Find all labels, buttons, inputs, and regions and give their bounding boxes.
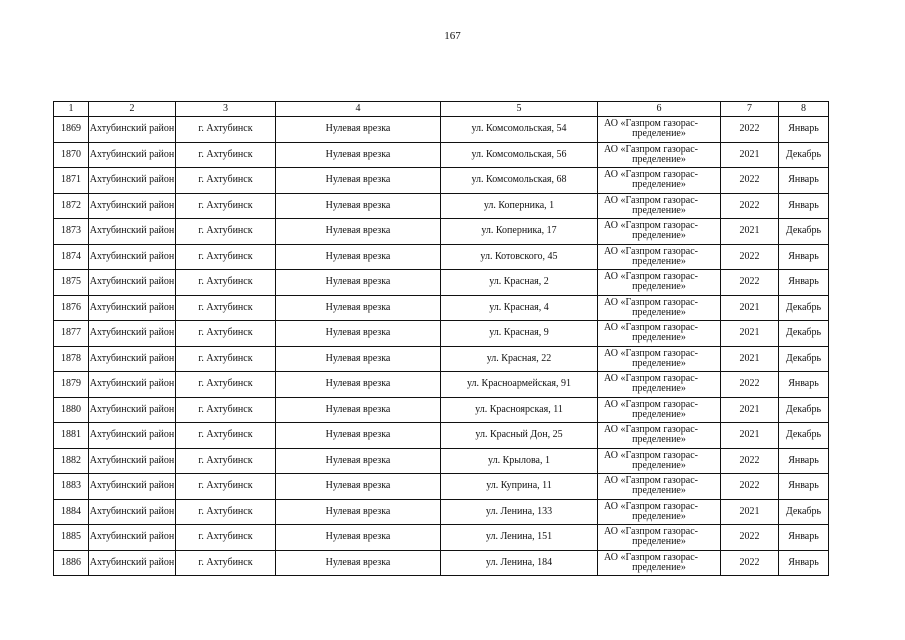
organization-line-1: АО «Газпром газорас- xyxy=(604,347,698,359)
organization-line-1: АО «Газпром газорас- xyxy=(604,245,698,257)
organization-line-1: АО «Газпром газорас- xyxy=(604,322,698,334)
organization-line-2: пределение» xyxy=(632,459,686,471)
organization-line-1: АО «Газпром газорас- xyxy=(604,296,698,308)
cell-organization xyxy=(598,117,721,143)
cell-number: 1886 xyxy=(54,550,89,576)
organization-line-1: АО «Газпром газорас- xyxy=(604,500,698,512)
cell-number: 1869 xyxy=(54,117,89,143)
cell-month: Январь xyxy=(779,372,829,398)
organization-line-1: АО «Газпром газорас- xyxy=(604,194,698,206)
cell-year: 2022 xyxy=(721,193,779,219)
cell-district: Ахтубинский район xyxy=(89,397,176,423)
organization-line-2: пределение» xyxy=(632,179,686,191)
organization-line-2: пределение» xyxy=(632,332,686,344)
organization-text xyxy=(598,553,720,573)
cell-organization xyxy=(598,550,721,576)
cell-city: г. Ахтубинск xyxy=(176,193,276,219)
cell-address: ул. Крылова, 1 xyxy=(441,448,598,474)
table-row xyxy=(54,499,829,525)
cell-year: 2021 xyxy=(721,142,779,168)
cell-number: 1885 xyxy=(54,525,89,551)
cell-city: г. Ахтубинск xyxy=(176,550,276,576)
cell-address: ул. Красная, 4 xyxy=(441,295,598,321)
cell-number: 1870 xyxy=(54,142,89,168)
cell-work-type: Нулевая врезка xyxy=(276,346,441,372)
cell-year: 2022 xyxy=(721,448,779,474)
organization-line-1: АО «Газпром газорас- xyxy=(604,551,698,563)
organization-text xyxy=(598,145,720,165)
cell-city: г. Ахтубинск xyxy=(176,295,276,321)
organization-line-2: пределение» xyxy=(632,561,686,573)
cell-year: 2022 xyxy=(721,117,779,143)
cell-city: г. Ахтубинск xyxy=(176,142,276,168)
cell-organization xyxy=(598,270,721,296)
cell-month: Январь xyxy=(779,525,829,551)
cell-district: Ахтубинский район xyxy=(89,499,176,525)
table-row xyxy=(54,346,829,372)
cell-work-type: Нулевая врезка xyxy=(276,244,441,270)
header-col-3: 3 xyxy=(176,102,276,117)
cell-address: ул. Комсомольская, 56 xyxy=(441,142,598,168)
cell-month: Январь xyxy=(779,448,829,474)
cell-year: 2021 xyxy=(721,295,779,321)
cell-year: 2021 xyxy=(721,346,779,372)
cell-number: 1874 xyxy=(54,244,89,270)
organization-text xyxy=(598,400,720,420)
cell-organization xyxy=(598,244,721,270)
table-row xyxy=(54,219,829,245)
header-col-6: 6 xyxy=(598,102,721,117)
cell-address: ул. Котовского, 45 xyxy=(441,244,598,270)
cell-city: г. Ахтубинск xyxy=(176,244,276,270)
cell-year: 2021 xyxy=(721,423,779,449)
cell-city: г. Ахтубинск xyxy=(176,117,276,143)
cell-address: ул. Красноярская, 11 xyxy=(441,397,598,423)
organization-text xyxy=(598,425,720,445)
cell-month: Январь xyxy=(779,117,829,143)
cell-year: 2022 xyxy=(721,525,779,551)
cell-year: 2022 xyxy=(721,372,779,398)
header-col-4: 4 xyxy=(276,102,441,117)
cell-number: 1871 xyxy=(54,168,89,194)
cell-city: г. Ахтубинск xyxy=(176,448,276,474)
cell-city: г. Ахтубинск xyxy=(176,219,276,245)
organization-text xyxy=(598,476,720,496)
cell-address: ул. Коперника, 17 xyxy=(441,219,598,245)
cell-year: 2022 xyxy=(721,244,779,270)
cell-number: 1876 xyxy=(54,295,89,321)
organization-line-1: АО «Газпром газорас- xyxy=(604,526,698,538)
cell-year: 2021 xyxy=(721,397,779,423)
table-body xyxy=(54,117,829,576)
table-row xyxy=(54,142,829,168)
organization-text xyxy=(598,170,720,190)
table-row xyxy=(54,244,829,270)
cell-district: Ахтубинский район xyxy=(89,244,176,270)
cell-district: Ахтубинский район xyxy=(89,321,176,347)
organization-line-1: АО «Газпром газорас- xyxy=(604,271,698,283)
table-row xyxy=(54,372,829,398)
cell-work-type: Нулевая врезка xyxy=(276,142,441,168)
cell-work-type: Нулевая врезка xyxy=(276,321,441,347)
organization-line-2: пределение» xyxy=(632,536,686,548)
table-row xyxy=(54,397,829,423)
cell-district: Ахтубинский район xyxy=(89,270,176,296)
cell-month: Январь xyxy=(779,168,829,194)
cell-month: Январь xyxy=(779,550,829,576)
cell-number: 1878 xyxy=(54,346,89,372)
organization-line-2: пределение» xyxy=(632,434,686,446)
cell-month: Январь xyxy=(779,474,829,500)
cell-address: ул. Красная, 2 xyxy=(441,270,598,296)
table-row xyxy=(54,474,829,500)
gas-connection-table xyxy=(53,101,829,576)
cell-district: Ахтубинский район xyxy=(89,295,176,321)
organization-line-2: пределение» xyxy=(632,153,686,165)
cell-organization xyxy=(598,525,721,551)
cell-address: ул. Красная, 9 xyxy=(441,321,598,347)
table-row xyxy=(54,525,829,551)
organization-line-2: пределение» xyxy=(632,510,686,522)
cell-number: 1872 xyxy=(54,193,89,219)
cell-year: 2022 xyxy=(721,550,779,576)
cell-organization xyxy=(598,142,721,168)
organization-line-1: АО «Газпром газорас- xyxy=(604,424,698,436)
cell-work-type: Нулевая врезка xyxy=(276,295,441,321)
cell-number: 1881 xyxy=(54,423,89,449)
cell-work-type: Нулевая врезка xyxy=(276,270,441,296)
organization-line-2: пределение» xyxy=(632,128,686,140)
cell-month: Декабрь xyxy=(779,346,829,372)
organization-line-1: АО «Газпром газорас- xyxy=(604,449,698,461)
cell-city: г. Ахтубинск xyxy=(176,397,276,423)
cell-address: ул. Ленина, 133 xyxy=(441,499,598,525)
organization-line-2: пределение» xyxy=(632,230,686,242)
organization-text xyxy=(598,221,720,241)
cell-month: Декабрь xyxy=(779,397,829,423)
organization-line-1: АО «Газпром газорас- xyxy=(604,143,698,155)
organization-line-2: пределение» xyxy=(632,485,686,497)
cell-district: Ахтубинский район xyxy=(89,372,176,398)
organization-text xyxy=(598,247,720,267)
cell-district: Ахтубинский район xyxy=(89,525,176,551)
cell-organization xyxy=(598,346,721,372)
cell-year: 2022 xyxy=(721,474,779,500)
table-header xyxy=(54,102,829,117)
cell-work-type: Нулевая врезка xyxy=(276,474,441,500)
header-col-1: 1 xyxy=(54,102,89,117)
table-row xyxy=(54,295,829,321)
cell-city: г. Ахтубинск xyxy=(176,499,276,525)
cell-year: 2022 xyxy=(721,168,779,194)
cell-address: ул. Коперника, 1 xyxy=(441,193,598,219)
organization-line-1: АО «Газпром газорас- xyxy=(604,373,698,385)
cell-month: Декабрь xyxy=(779,423,829,449)
cell-number: 1879 xyxy=(54,372,89,398)
cell-number: 1880 xyxy=(54,397,89,423)
cell-organization xyxy=(598,474,721,500)
cell-city: г. Ахтубинск xyxy=(176,346,276,372)
cell-address: ул. Красная, 22 xyxy=(441,346,598,372)
cell-organization xyxy=(598,499,721,525)
cell-organization xyxy=(598,423,721,449)
cell-month: Декабрь xyxy=(779,499,829,525)
cell-year: 2022 xyxy=(721,270,779,296)
table-row xyxy=(54,168,829,194)
page-number: 167 xyxy=(444,30,461,42)
cell-month: Январь xyxy=(779,193,829,219)
cell-work-type: Нулевая врезка xyxy=(276,525,441,551)
organization-text xyxy=(598,323,720,343)
cell-organization xyxy=(598,397,721,423)
cell-month: Декабрь xyxy=(779,142,829,168)
cell-year: 2021 xyxy=(721,321,779,347)
cell-work-type: Нулевая врезка xyxy=(276,219,441,245)
organization-line-1: АО «Газпром газорас- xyxy=(604,475,698,487)
cell-organization xyxy=(598,193,721,219)
cell-organization xyxy=(598,219,721,245)
cell-city: г. Ахтубинск xyxy=(176,525,276,551)
organization-line-2: пределение» xyxy=(632,204,686,216)
cell-city: г. Ахтубинск xyxy=(176,270,276,296)
header-col-2: 2 xyxy=(89,102,176,117)
organization-text xyxy=(598,374,720,394)
cell-work-type: Нулевая врезка xyxy=(276,372,441,398)
cell-district: Ахтубинский район xyxy=(89,219,176,245)
organization-line-2: пределение» xyxy=(632,306,686,318)
cell-district: Ахтубинский район xyxy=(89,193,176,219)
table-row xyxy=(54,448,829,474)
organization-text xyxy=(598,349,720,369)
cell-city: г. Ахтубинск xyxy=(176,321,276,347)
cell-work-type: Нулевая врезка xyxy=(276,423,441,449)
cell-work-type: Нулевая врезка xyxy=(276,117,441,143)
cell-district: Ахтубинский район xyxy=(89,550,176,576)
cell-organization xyxy=(598,372,721,398)
cell-month: Декабрь xyxy=(779,219,829,245)
cell-year: 2021 xyxy=(721,499,779,525)
cell-address: ул. Куприна, 11 xyxy=(441,474,598,500)
table-row xyxy=(54,270,829,296)
organization-line-2: пределение» xyxy=(632,383,686,395)
cell-district: Ахтубинский район xyxy=(89,168,176,194)
cell-district: Ахтубинский район xyxy=(89,142,176,168)
organization-text xyxy=(598,502,720,522)
organization-line-2: пределение» xyxy=(632,408,686,420)
cell-organization xyxy=(598,168,721,194)
cell-year: 2021 xyxy=(721,219,779,245)
cell-number: 1882 xyxy=(54,448,89,474)
cell-work-type: Нулевая врезка xyxy=(276,193,441,219)
cell-month: Декабрь xyxy=(779,321,829,347)
header-col-7: 7 xyxy=(721,102,779,117)
cell-district: Ахтубинский район xyxy=(89,474,176,500)
cell-work-type: Нулевая врезка xyxy=(276,499,441,525)
organization-text xyxy=(598,272,720,292)
cell-number: 1873 xyxy=(54,219,89,245)
organization-text xyxy=(598,527,720,547)
header-col-8: 8 xyxy=(779,102,829,117)
cell-month: Январь xyxy=(779,244,829,270)
organization-line-1: АО «Газпром газорас- xyxy=(604,398,698,410)
table-row xyxy=(54,117,829,143)
cell-address: ул. Красный Дон, 25 xyxy=(441,423,598,449)
organization-text xyxy=(598,298,720,318)
cell-district: Ахтубинский район xyxy=(89,448,176,474)
cell-work-type: Нулевая врезка xyxy=(276,397,441,423)
organization-line-2: пределение» xyxy=(632,281,686,293)
table-row xyxy=(54,550,829,576)
cell-month: Декабрь xyxy=(779,295,829,321)
organization-text xyxy=(598,196,720,216)
cell-city: г. Ахтубинск xyxy=(176,423,276,449)
organization-line-1: АО «Газпром газорас- xyxy=(604,118,698,130)
organization-line-2: пределение» xyxy=(632,255,686,267)
cell-organization xyxy=(598,448,721,474)
header-col-5: 5 xyxy=(441,102,598,117)
organization-text xyxy=(598,451,720,471)
table-row xyxy=(54,423,829,449)
cell-address: ул. Комсомольская, 54 xyxy=(441,117,598,143)
cell-number: 1884 xyxy=(54,499,89,525)
cell-number: 1883 xyxy=(54,474,89,500)
document-table-wrap xyxy=(53,101,829,576)
organization-line-1: АО «Газпром газорас- xyxy=(604,169,698,181)
header-row xyxy=(54,102,829,117)
cell-month: Январь xyxy=(779,270,829,296)
cell-work-type: Нулевая врезка xyxy=(276,168,441,194)
cell-city: г. Ахтубинск xyxy=(176,168,276,194)
cell-city: г. Ахтубинск xyxy=(176,474,276,500)
cell-number: 1877 xyxy=(54,321,89,347)
cell-district: Ахтубинский район xyxy=(89,346,176,372)
table-row xyxy=(54,193,829,219)
cell-work-type: Нулевая врезка xyxy=(276,448,441,474)
organization-line-1: АО «Газпром газорас- xyxy=(604,220,698,232)
cell-city: г. Ахтубинск xyxy=(176,372,276,398)
organization-text xyxy=(598,119,720,139)
cell-address: ул. Ленина, 184 xyxy=(441,550,598,576)
cell-work-type: Нулевая врезка xyxy=(276,550,441,576)
cell-address: ул. Красноармейская, 91 xyxy=(441,372,598,398)
cell-organization xyxy=(598,295,721,321)
table-row xyxy=(54,321,829,347)
cell-organization xyxy=(598,321,721,347)
cell-number: 1875 xyxy=(54,270,89,296)
organization-line-2: пределение» xyxy=(632,357,686,369)
cell-district: Ахтубинский район xyxy=(89,423,176,449)
cell-address: ул. Ленина, 151 xyxy=(441,525,598,551)
cell-district: Ахтубинский район xyxy=(89,117,176,143)
cell-address: ул. Комсомольская, 68 xyxy=(441,168,598,194)
